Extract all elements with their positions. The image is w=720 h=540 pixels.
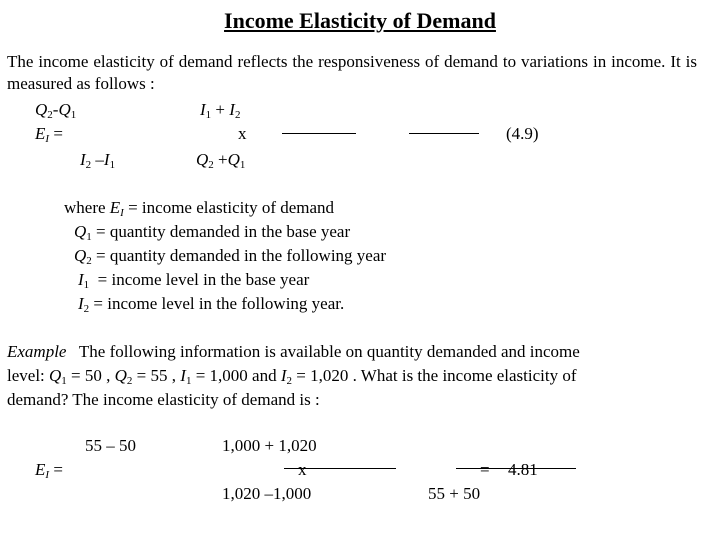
definition-i1: $I_1$ = income level in the base year [78, 270, 310, 291]
calc-times: x [298, 460, 307, 479]
intro-paragraph: The income elasticity of demand reflects the responsiveness of demand to variations in income. It is measured as follows : [7, 52, 697, 93]
definition-i2: $I_2$ = income level in the following year. [78, 294, 345, 315]
example-line-3: demand? The income elasticity of demand is : [7, 390, 320, 409]
example-line-2: level: $Q_1 = 50$ , $Q_2 = 55$ , $I_1 = 1,000$ and $I_2 = 1,020$ . What is the income elasticity of [7, 366, 577, 387]
calc-result: 4.81 [508, 460, 538, 479]
formula-numerator-left: $Q_2-Q_1$ [35, 100, 77, 121]
fraction-bar [282, 133, 356, 134]
calc-lhs: $E_I$ = [35, 460, 63, 481]
fraction-bar [409, 133, 479, 134]
definition-ei: where $E_I$ = income elasticity of demand [64, 198, 335, 219]
fraction-bar [284, 468, 396, 469]
definition-q2: $Q_2$ = quantity demanded in the following year [74, 246, 387, 267]
formula-numerator-right: $I_1 + I_2$ [200, 100, 241, 121]
calc-numerator-right: 1,000 + 1,020 [222, 436, 317, 455]
equation-number: (4.9) [506, 124, 539, 143]
calc-denominator-right: 55 + 50 [428, 484, 481, 503]
formula-lhs: $E_I$ = [35, 124, 63, 145]
formula-times: x [238, 124, 247, 143]
calc-numerator-left: 55 – 50 [85, 436, 136, 455]
example-line-1: Example The following information is available on quantity demanded and income [7, 342, 580, 361]
formula-denominator-right: $Q_2 +Q_1$ [196, 150, 246, 171]
calc-equals: = [480, 460, 490, 479]
definition-q1: $Q_1$ = quantity demanded in the base year [74, 222, 351, 243]
calc-denominator-left: 1,020 –1,000 [222, 484, 312, 503]
formula-denominator-left: $I_2$ $-I_1$ [80, 150, 116, 171]
page-title: Income Elasticity of Demand [224, 8, 496, 33]
